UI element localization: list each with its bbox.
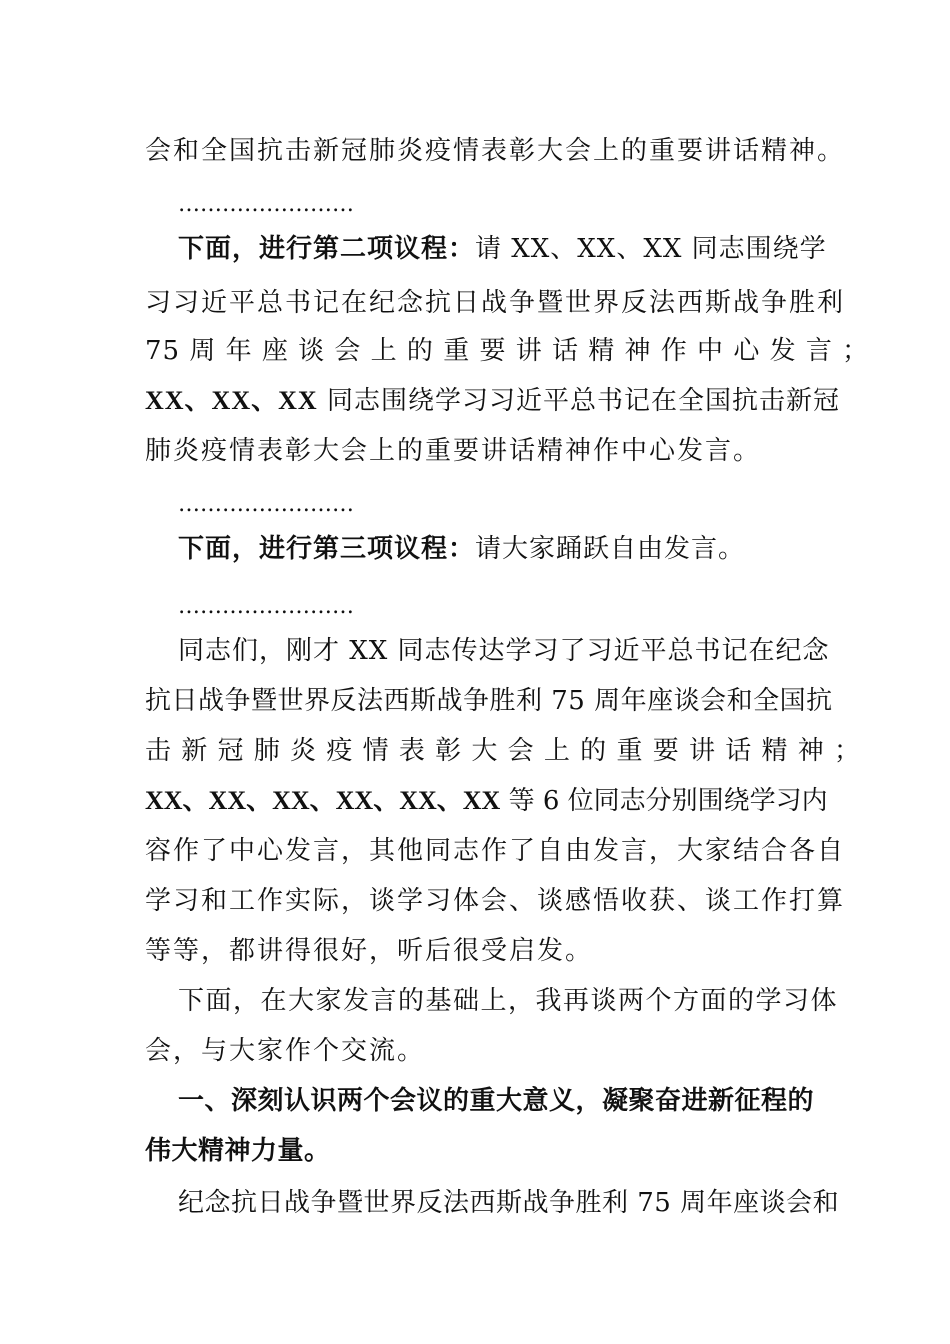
paragraph-line: 75 周 年 座 谈 会 上 的 重 要 讲 话 精 神 作 中 心 发 言 ； bbox=[145, 336, 870, 366]
paragraph-line: 会，与大家作个交流。 bbox=[145, 1036, 426, 1066]
section-heading: 一、深刻认识两个会议的重大意义，凝聚奋进新征程的 bbox=[178, 1086, 815, 1116]
paragraph-line: 纪念抗日战争暨世界反法西斯战争胜利 75 周年座谈会和 bbox=[178, 1188, 840, 1218]
speaker-names: XX、XX、XX、XX、XX、XX bbox=[145, 786, 501, 815]
ellipsis-separator: …………………… bbox=[178, 492, 354, 517]
paragraph-line: 击 新 冠 肺 炎 疫 情 表 彰 大 会 上 的 重 要 讲 话 精 神 ； bbox=[145, 736, 862, 766]
paragraph-line: 习习近平总书记在纪念抗日战争暨世界反法西斯战争胜利 bbox=[145, 288, 846, 318]
paragraph-line: 等等，都讲得很好，听后很受启发。 bbox=[145, 936, 594, 966]
paragraph-text: 等 6 位同志分别围绕学习内 bbox=[508, 786, 828, 816]
agenda-item-3-line bbox=[178, 532, 805, 566]
paragraph-line: 肺炎疫情表彰大会上的重要讲话精神作中心发言。 bbox=[145, 436, 762, 466]
agenda-item-2-text: 请 XX、XX、XX 同志围绕学 bbox=[475, 234, 827, 264]
agenda-item-2-line bbox=[178, 232, 827, 266]
paragraph-line: 容作了中心发言，其他同志作了自由发言，大家结合各自 bbox=[145, 836, 846, 866]
section-heading-continued: 伟大精神力量。 bbox=[145, 1136, 331, 1166]
agenda-item-3-text: 请大家踊跃自由发言。 bbox=[475, 534, 746, 564]
ellipsis-separator: …………………… bbox=[178, 192, 354, 217]
paragraph-text: 同志围绕学习习近平总书记在全国抗击新冠 bbox=[326, 386, 840, 416]
paragraph-line bbox=[145, 784, 828, 818]
paragraph-line: 学习和工作实际，谈学习体会、谈感悟收获、谈工作打算 bbox=[145, 886, 846, 916]
ellipsis-separator: …………………… bbox=[178, 594, 354, 619]
agenda-item-2-label: 下面，进行第二项议程： bbox=[178, 234, 476, 264]
agenda-item-3-label: 下面，进行第三项议程： bbox=[178, 534, 476, 564]
paragraph-line: 抗日战争暨世界反法西斯战争胜利 75 周年座谈会和全国抗 bbox=[145, 686, 833, 716]
paragraph-line bbox=[145, 384, 840, 418]
paragraph-line: 同志们，刚才 XX 同志传达学习了习近平总书记在纪念 bbox=[178, 636, 830, 666]
paragraph-line: 会和全国抗击新冠肺炎疫情表彰大会上的重要讲话精神。 bbox=[145, 136, 846, 166]
paragraph-line: 下面，在大家发言的基础上，我再谈两个方面的学习体 bbox=[178, 986, 839, 1016]
speaker-names: XX、XX、XX bbox=[145, 386, 318, 415]
